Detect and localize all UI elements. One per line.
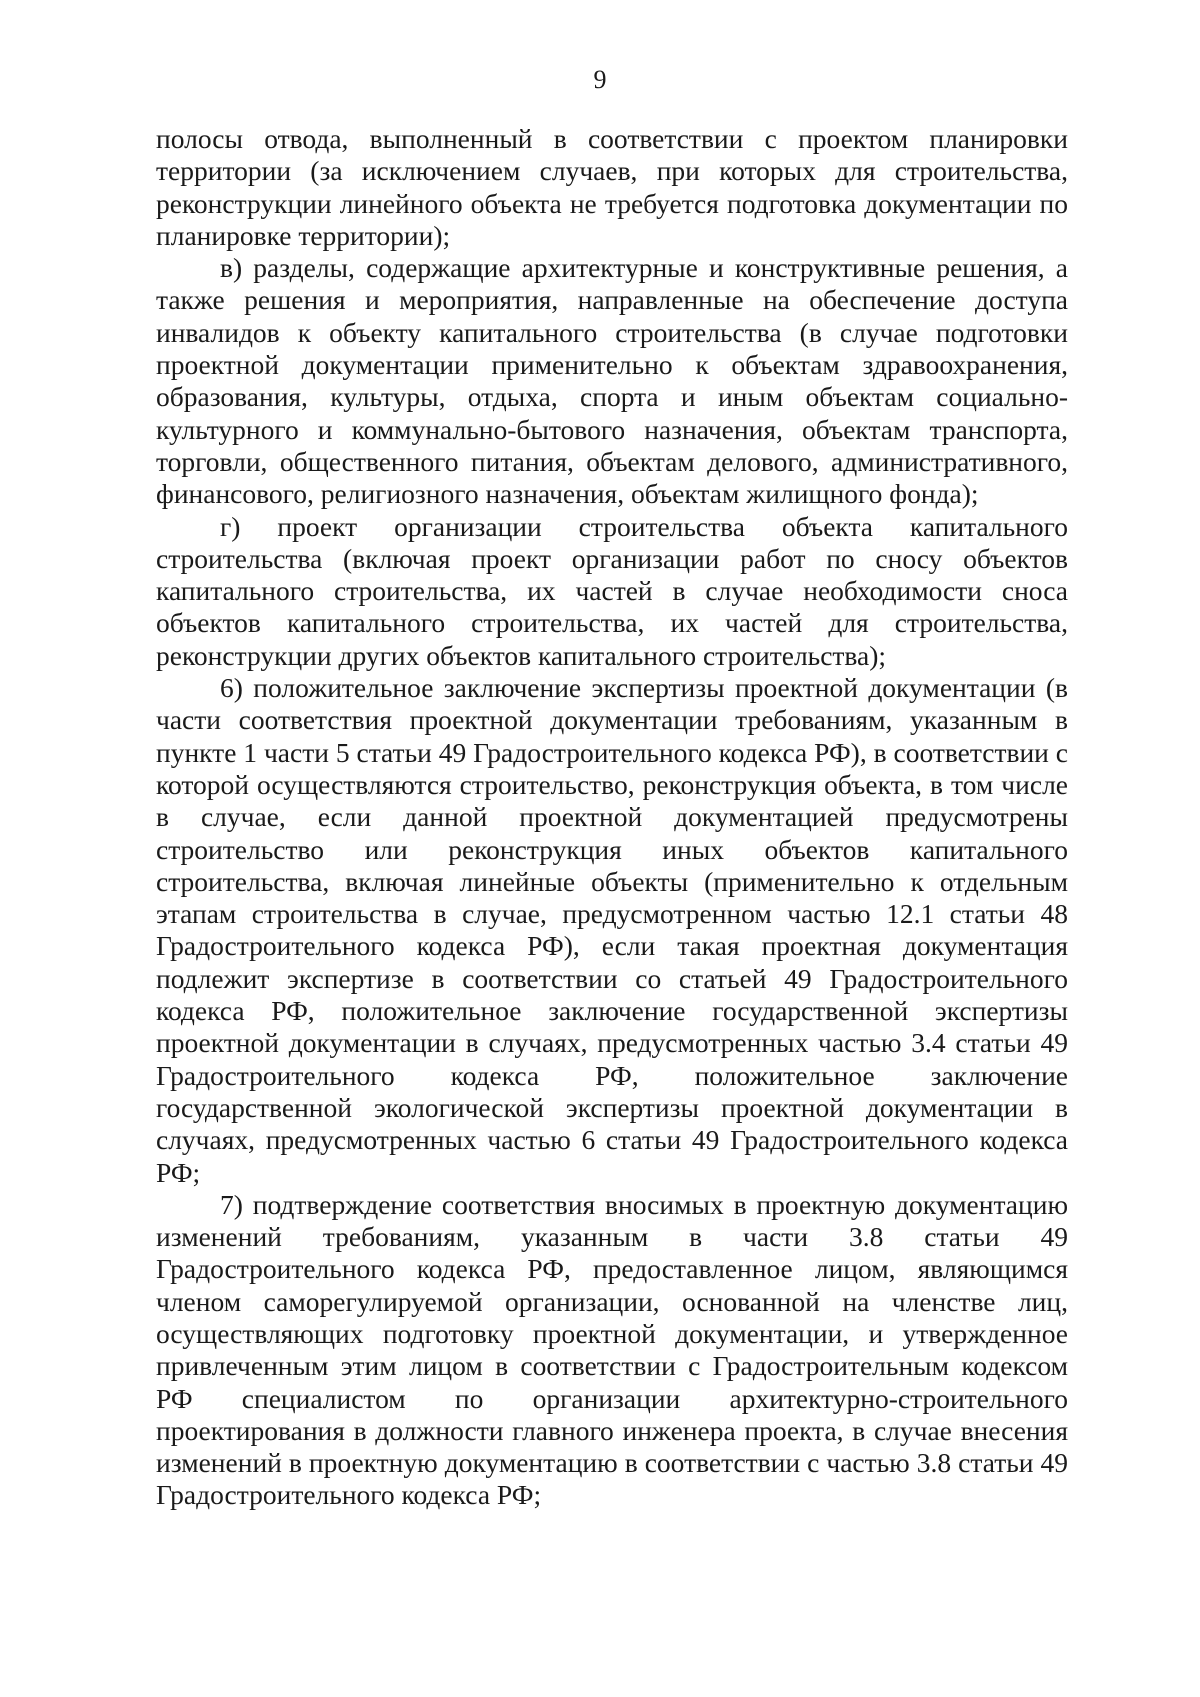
paragraph-v: в) разделы, содержащие архитектурные и конструктивные решения, а также решения и мероприятия, направленные на обеспечение доступа инвалидов к объекту капитального строительства (в случае подготовки проектной документации применительно к объектам здравоохранения, образования, культуры, отдыха, спорта и иным объектам социально-культурного и коммунально-бытового назначения, объектам транспорта, торговли, общественного питания, объектам делового, административного, финансового, религиозного назначения, объектам жилищного фонда); [156,252,1068,510]
page-number: 9 [593,65,607,94]
document-body [156,123,1068,1512]
paragraph-7: 7) подтверждение соответствия вносимых в проектную документацию изменений требованиям, указанным в части 3.8 статьи 49 Градостроительного кодекса РФ, предоставленное лицом, являющимся членом саморегулируемой организации, основанной на членстве лиц, осуществляющих подготовку проектной документации, и утвержденное привлеченным этим лицом в соответствии с Градостроительным кодексом РФ специалистом по организации архитектурно-строительного проектирования в должности главного инженера проекта, в случае внесения изменений в проектную документацию в соответствии с частью 3.8 статьи 49 Градостроительного кодекса РФ; [156,1188,1068,1511]
paragraph-g: г) проект организации строительства объекта капитального строительства (включая проект организации работ по сносу объектов капитального строительства, их частей в случае необходимости сноса объектов капитального строительства, их частей для строительства, реконструкции других объектов капитального строительства); [156,510,1068,671]
paragraph-continuation: полосы отвода, выполненный в соответствии с проектом планировки территории (за исключением случаев, при которых для строительства, реконструкции линейного объекта не требуется подготовка документации по планировке территории); [156,123,1068,251]
paragraph-6: 6) положительное заключение экспертизы проектной документации (в части соответствия проектной документации требованиям, указанным в пункте 1 части 5 статьи 49 Градостроительного кодекса РФ), в соответствии с которой осуществляются строительство, реконструкция объекта, в том числе в случае, если данной проектной документацией предусмотрены строительство или реконструкция иных объектов капитального строительства, включая линейные объекты (применительно к отдельным этапам строительства в случае, предусмотренном частью 12.1 статьи 48 Градостроительного кодекса РФ), если такая проектная документация подлежит экспертизе в соответствии со статьей 49 Градостроительного кодекса РФ, положительное заключение государственной экспертизы проектной документации в случаях, предусмотренных частью 3.4 статьи 49 Градостроительного кодекса РФ, положительное заключение государственной экологической экспертизы проектной документации в случаях, предусмотренных частью 6 статьи 49 Градостроительного кодекса РФ; [156,672,1068,1188]
